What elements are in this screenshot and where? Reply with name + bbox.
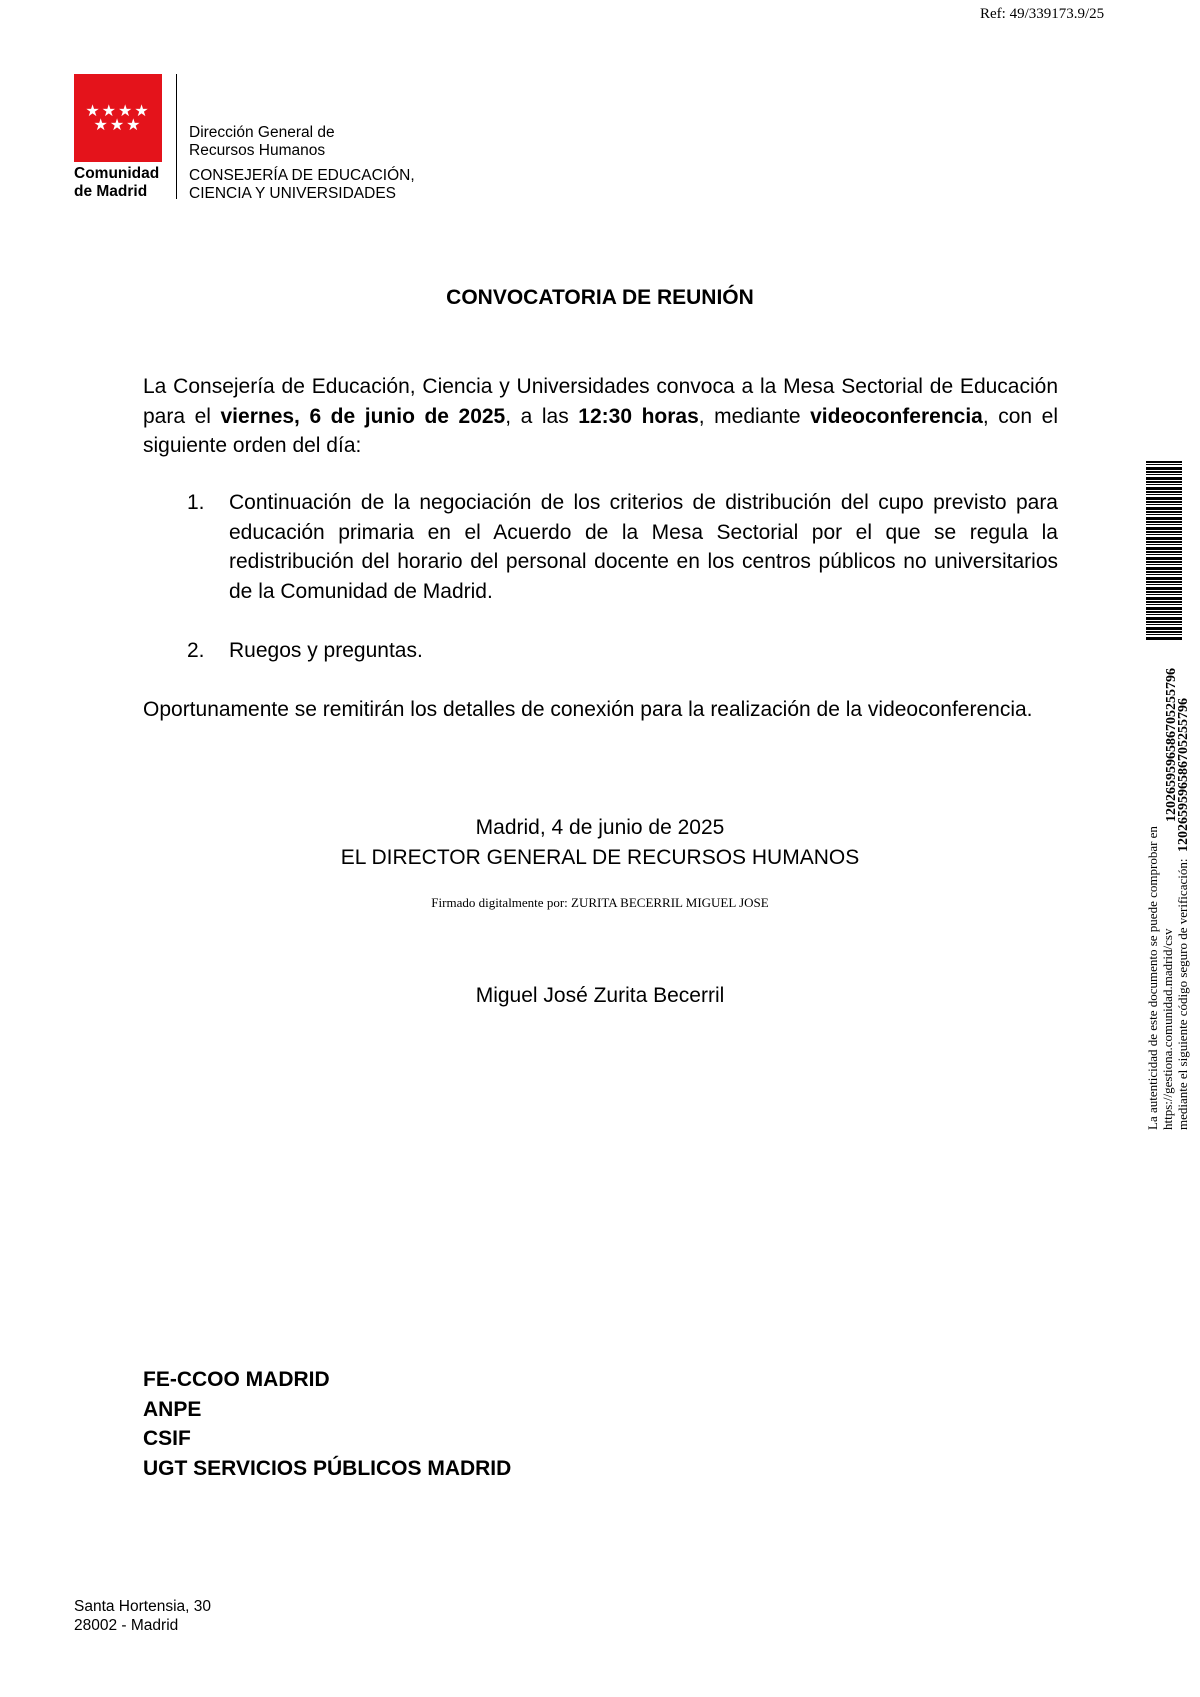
signature-block — [0, 813, 1200, 872]
intro-text: La Consejería de Educación, Ciencia y Universidades convoca a la Mesa Sectorial de Educación para el — [143, 375, 1058, 428]
digital-signature: Firmado digitalmente por: ZURITA BECERRIL MIGUEL JOSE — [431, 895, 769, 910]
verification-line — [1175, 698, 1191, 1130]
recipient: CSIF — [143, 1427, 191, 1450]
agenda-item-text: Continuación de la negociación de los criterios de distribución del cupo previsto para educación primaria en el Acuerdo de la Mesa Sectorial por el que se regula la redistribución del horario del personal docente en los centros públicos no universitarios de la Comunidad de Madrid. — [229, 491, 1058, 603]
meeting-date: viernes, 6 de junio de 2025 — [220, 404, 506, 428]
verification-text: mediante el siguiente código seguro de verificación: — [1175, 858, 1190, 1130]
intro-text: , con el siguiente orden del día: — [143, 404, 1058, 457]
recipients-list — [143, 1365, 511, 1483]
logo-name-line: Comunidad — [74, 165, 160, 182]
address-line: 28002 - Madrid — [74, 1617, 179, 1634]
agenda-item-text: Ruegos y preguntas. — [229, 638, 423, 662]
recipient: ANPE — [143, 1397, 202, 1421]
address-line: Santa Hortensia, 30 — [74, 1598, 212, 1615]
department-line: CIENCIA Y UNIVERSIDADES — [189, 185, 397, 202]
comunidad-madrid-logo — [74, 74, 162, 162]
signer-role: EL DIRECTOR GENERAL DE RECURSOS HUMANOS — [340, 845, 860, 869]
intro-text: , mediante — [698, 404, 811, 428]
verification-line: https://gestiona.comunidad.madrid/csv — [1160, 928, 1175, 1130]
department-line: CONSEJERÍA DE EDUCACIÓN, — [189, 167, 415, 184]
intro-paragraph — [143, 372, 1058, 461]
signer-name: Miguel José Zurita Becerril — [475, 984, 725, 1007]
department-block — [189, 124, 415, 203]
recipient: FE-CCOO MADRID — [143, 1368, 330, 1391]
logo-name-line: de Madrid — [74, 183, 148, 200]
barcode-icon — [1146, 461, 1182, 641]
verification-line: La autenticidad de este documento se puede comprobar en — [1145, 826, 1160, 1130]
logo-divider — [176, 74, 177, 199]
verification-code-label: 1202659596586705255796 — [1164, 668, 1179, 822]
meeting-mode: videoconferencia — [810, 404, 983, 428]
document-title: CONVOCATORIA DE REUNIÓN — [446, 286, 754, 309]
verification-code: 1202659596586705255796 — [1176, 698, 1191, 853]
logo-name — [74, 165, 159, 201]
reference-number: Ref: 49/339173.9/25 — [980, 6, 1105, 22]
verification-note — [1145, 698, 1191, 1130]
department-line: Recursos Humanos — [189, 142, 326, 159]
closing-paragraph: Oportunamente se remitirán los detalles de conexión para la realización de la videoconferencia. — [143, 698, 1033, 721]
recipient: UGT SERVICIOS PÚBLICOS MADRID — [143, 1456, 512, 1480]
department-line: Dirección General de — [189, 124, 335, 141]
stars-icon: ★★★★ — [85, 103, 151, 120]
agenda-item — [143, 488, 1058, 606]
place-date: Madrid, 4 de junio de 2025 — [475, 816, 725, 839]
meeting-time: 12:30 horas — [578, 404, 699, 428]
agenda-list — [143, 488, 1058, 665]
agenda-item-number: 1. — [187, 491, 205, 514]
stars-icon: ★★★ — [93, 117, 143, 134]
agenda-item — [143, 636, 1058, 666]
footer-address — [74, 1597, 211, 1635]
intro-text: , a las — [505, 404, 579, 428]
agenda-item-number: 2. — [187, 638, 205, 662]
